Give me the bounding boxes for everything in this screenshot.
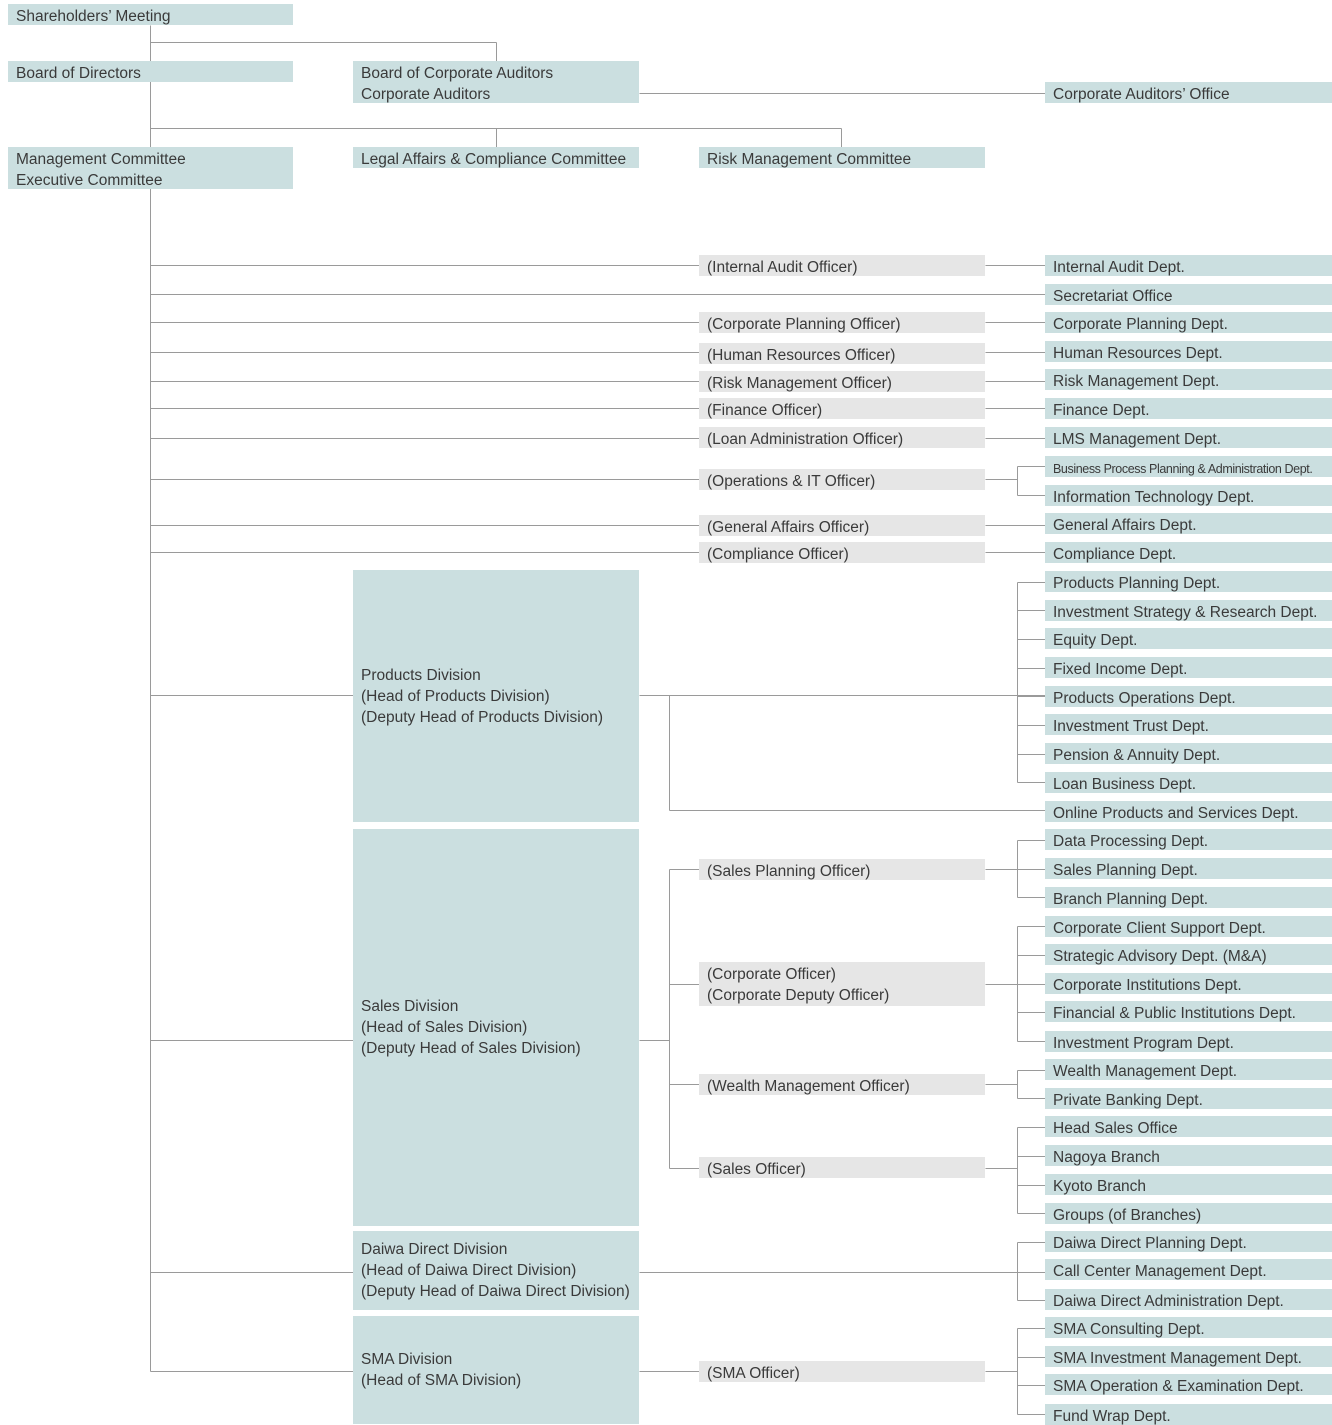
dept-fund-wrap-label: Fund Wrap Dept. (1053, 1408, 1171, 1425)
box-corporate-auditors-office-label: Corporate Auditors’ Office (1053, 86, 1230, 103)
dept-groups-label: Groups (of Branches) (1053, 1207, 1202, 1224)
dept-branch-planning (1045, 887, 1332, 908)
dept-secretariat (1045, 284, 1332, 305)
officer-operations-it-label: (Operations & IT Officer) (707, 473, 876, 490)
box-management-committee-label: Management Committee (16, 151, 186, 168)
dept-loan-business-label: Loan Business Dept. (1053, 776, 1197, 793)
dept-corporate-planning-label: Corporate Planning Dept. (1053, 316, 1228, 333)
officer-wealth-management (699, 1074, 985, 1095)
dept-sma-operation-label: SMA Operation & Examination Dept. (1053, 1378, 1304, 1395)
dept-sma-inv-mgmt-label: SMA Investment Management Dept. (1053, 1350, 1302, 1367)
officer-sma-label: (SMA Officer) (707, 1365, 800, 1382)
division-sales-label: Sales Division (Head of Sales Division) (Deputy Head of Sales Division) (361, 998, 581, 1057)
box-board-of-corporate-auditors-label: Board of Corporate Auditors (361, 65, 554, 82)
box-legal-compliance-committee-label: Legal Affairs & Compliance Committee (361, 151, 627, 168)
box-corporate-auditors-office (1045, 82, 1332, 103)
dept-sma-consulting-label: SMA Consulting Dept. (1053, 1321, 1205, 1338)
officer-internal-audit-label: (Internal Audit Officer) (707, 259, 858, 276)
dept-equity (1045, 628, 1332, 649)
box-board-of-directors (8, 61, 293, 82)
officer-loan-administration-label: (Loan Administration Officer) (707, 431, 904, 448)
dept-lms (1045, 427, 1332, 448)
dept-pension-label: Pension & Annuity Dept. (1053, 747, 1221, 764)
dept-inv-program-label: Investment Program Dept. (1053, 1035, 1234, 1052)
box-legal-compliance-committee (353, 147, 639, 168)
dept-inv-trust (1045, 714, 1332, 735)
box-executive-committee-label: Executive Committee (16, 172, 163, 189)
dept-internal-audit-label: Internal Audit Dept. (1053, 259, 1185, 276)
dept-call-center-label: Call Center Management Dept. (1053, 1263, 1267, 1280)
box-board-of-corporate-auditors (353, 61, 639, 82)
division-sales (353, 829, 639, 1226)
dept-private-banking-label: Private Banking Dept. (1053, 1092, 1203, 1109)
officer-operations-it (699, 469, 985, 490)
dept-sma-consulting (1045, 1317, 1332, 1338)
dept-bpp (1045, 456, 1332, 477)
dept-kyoto (1045, 1174, 1332, 1195)
dept-it (1045, 485, 1332, 506)
dept-online (1045, 801, 1332, 822)
officer-finance-label: (Finance Officer) (707, 402, 823, 419)
dept-corp-client (1045, 916, 1332, 937)
dept-risk-management-label: Risk Management Dept. (1053, 373, 1220, 390)
box-executive-committee (8, 168, 293, 189)
officer-compliance-label: (Compliance Officer) (707, 546, 849, 563)
box-risk-management-committee-label: Risk Management Committee (707, 151, 912, 168)
dept-corp-client-label: Corporate Client Support Dept. (1053, 920, 1266, 937)
dept-private-banking (1045, 1088, 1332, 1109)
dept-equity-label: Equity Dept. (1053, 632, 1138, 649)
dept-strategic-advisory (1045, 944, 1332, 965)
dept-risk-management (1045, 369, 1332, 390)
division-sma (353, 1316, 639, 1424)
dept-fixed-income (1045, 657, 1332, 678)
dept-dd-planning-label: Daiwa Direct Planning Dept. (1053, 1235, 1247, 1252)
box-shareholders-meeting (8, 4, 293, 25)
officer-sales-planning-label: (Sales Planning Officer) (707, 863, 871, 880)
dept-head-sales-label: Head Sales Office (1053, 1120, 1178, 1137)
dept-products-planning-label: Products Planning Dept. (1053, 575, 1221, 592)
division-daiwa-direct (353, 1231, 639, 1310)
dept-it-label: Information Technology Dept. (1053, 489, 1255, 506)
officer-corporate (699, 962, 985, 1006)
dept-sales-planning (1045, 858, 1332, 879)
dept-fixed-income-label: Fixed Income Dept. (1053, 661, 1188, 678)
box-board-of-directors-label: Board of Directors (16, 65, 141, 82)
dept-inv-strategy-label: Investment Strategy & Research Dept. (1053, 604, 1318, 621)
dept-inv-trust-label: Investment Trust Dept. (1053, 718, 1209, 735)
officer-human-resources (699, 343, 985, 364)
division-products (353, 570, 639, 822)
division-sma-label: SMA Division (Head of SMA Division) (361, 1351, 522, 1389)
officer-sales (699, 1157, 985, 1178)
dept-lms-label: LMS Management Dept. (1053, 431, 1222, 448)
division-daiwa-direct-label: Daiwa Direct Division (Head of Daiwa Direct Division) (Deputy Head of Daiwa Direct Division) (361, 1241, 630, 1300)
dept-loan-business (1045, 772, 1332, 793)
officer-finance (699, 398, 985, 419)
dept-inv-program (1045, 1031, 1332, 1052)
officer-loan-administration (699, 427, 985, 448)
dept-online-label: Online Products and Services Dept. (1053, 805, 1299, 822)
dept-dd-admin (1045, 1289, 1332, 1310)
box-management-committee (8, 147, 293, 168)
box-shareholders-meeting-label: Shareholders’ Meeting (16, 8, 171, 25)
dept-sma-operation (1045, 1374, 1332, 1395)
dept-dd-planning (1045, 1231, 1332, 1252)
officer-internal-audit (699, 255, 985, 276)
division-products-label: Products Division (Head of Products Division) (Deputy Head of Products Division) (361, 666, 604, 726)
dept-finance (1045, 398, 1332, 419)
dept-human-resources (1045, 341, 1332, 362)
dept-inv-strategy (1045, 600, 1332, 621)
dept-general-affairs-label: General Affairs Dept. (1053, 517, 1197, 534)
dept-products-ops (1045, 686, 1332, 707)
dept-products-planning (1045, 571, 1332, 592)
dept-call-center (1045, 1259, 1332, 1280)
dept-general-affairs (1045, 513, 1332, 534)
officer-sales-planning (699, 859, 985, 880)
dept-pension (1045, 743, 1332, 764)
dept-finance-label: Finance Dept. (1053, 402, 1150, 419)
dept-bpp-label: Business Process Planning & Administration Dept. (1053, 462, 1313, 476)
dept-secretariat-label: Secretariat Office (1053, 288, 1173, 305)
officer-corporate-planning-label: (Corporate Planning Officer) (707, 316, 901, 333)
officer-compliance (699, 542, 985, 563)
dept-sales-planning-label: Sales Planning Dept. (1053, 862, 1198, 879)
dept-head-sales (1045, 1116, 1332, 1137)
dept-nagoya (1045, 1145, 1332, 1166)
officer-risk-management-label: (Risk Management Officer) (707, 375, 892, 392)
dept-wealth-label: Wealth Management Dept. (1053, 1063, 1238, 1080)
dept-dd-admin-label: Daiwa Direct Administration Dept. (1053, 1293, 1284, 1310)
dept-corp-institutions (1045, 973, 1332, 994)
dept-wealth (1045, 1059, 1332, 1080)
dept-compliance (1045, 542, 1332, 563)
dept-fin-public-label: Financial & Public Institutions Dept. (1053, 1005, 1296, 1022)
dept-corporate-planning (1045, 312, 1332, 333)
officer-risk-management (699, 371, 985, 392)
dept-products-ops-label: Products Operations Dept. (1053, 690, 1236, 707)
officer-sma (699, 1361, 985, 1382)
dept-groups (1045, 1203, 1332, 1224)
officer-corporate-planning (699, 312, 985, 333)
dept-kyoto-label: Kyoto Branch (1053, 1178, 1147, 1195)
officer-general-affairs (699, 515, 985, 536)
dept-human-resources-label: Human Resources Dept. (1053, 345, 1223, 362)
officer-wealth-management-label: (Wealth Management Officer) (707, 1078, 910, 1095)
dept-sma-inv-mgmt (1045, 1346, 1332, 1367)
dept-internal-audit (1045, 255, 1332, 276)
officer-human-resources-label: (Human Resources Officer) (707, 347, 896, 364)
dept-nagoya-label: Nagoya Branch (1053, 1149, 1160, 1166)
box-corporate-auditors-label: Corporate Auditors (361, 86, 491, 103)
box-corporate-auditors (353, 82, 639, 103)
dept-branch-planning-label: Branch Planning Dept. (1053, 891, 1209, 908)
officer-general-affairs-label: (General Affairs Officer) (707, 519, 870, 536)
dept-compliance-label: Compliance Dept. (1053, 546, 1177, 563)
dept-data-processing (1045, 829, 1332, 850)
dept-data-processing-label: Data Processing Dept. (1053, 833, 1209, 850)
box-risk-management-committee (699, 147, 985, 168)
dept-fin-public (1045, 1001, 1332, 1022)
officer-sales-label: (Sales Officer) (707, 1161, 806, 1178)
officer-corporate-label: (Corporate Officer) (Corporate Deputy Officer) (707, 966, 890, 1004)
dept-strategic-advisory-label: Strategic Advisory Dept. (M&A) (1053, 948, 1267, 965)
dept-corp-institutions-label: Corporate Institutions Dept. (1053, 977, 1242, 994)
dept-fund-wrap (1045, 1404, 1332, 1425)
